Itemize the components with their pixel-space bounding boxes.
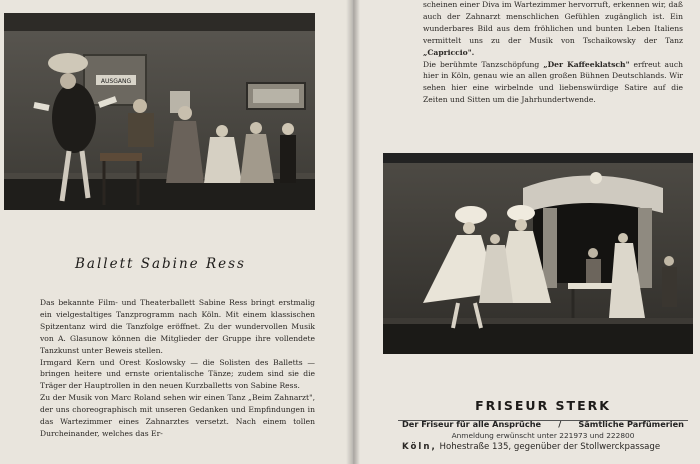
- right-paragraph-1-text: scheinen einer Diva im Wartezimmer hervorruft, erkennen wir, daß auch der Zahnarzt menschlichen Gefühlen zugänglich ist. Ein wunderbares Bild aus dem fröhlichen und bunten Leben Italiens vermittelt uns zu der Musik von Tschaikowsky der Tanz: [423, 0, 683, 45]
- ad-tagline-left: Der Friseur für alle Ansprüche: [402, 419, 542, 429]
- ad-address-line: [398, 442, 688, 452]
- ballet-title: Ballett Sabine Ress: [75, 256, 246, 272]
- page-gutter: [346, 0, 360, 464]
- right-paragraph-1: [423, 0, 683, 59]
- kaffeeklatsch-stage-photo: [383, 153, 693, 354]
- ad-title: FRISEUR STERK: [475, 398, 611, 413]
- capriccio-title: „Capriccio".: [423, 47, 475, 57]
- ballet-stage-photo: [4, 13, 315, 210]
- ad-city: Köln,: [402, 442, 437, 452]
- left-paragraph-2: Irmgard Kern und Orest Koslowsky — die Solisten des Balletts — bringen heitere und ernste orientalische Tänze; zudem sind sie die Träger der Hauptrollen in den neuen Kurzballetts von Sabine Ress.: [40, 357, 315, 391]
- ad-address: Hohestraße 135, gegenüber der Stollwerckpassage: [439, 442, 661, 452]
- ad-appointment: Anmeldung erwünscht unter 221973 und 222800: [451, 431, 635, 440]
- ad-tagline-right: Sämtliche Parfümerien: [578, 419, 684, 429]
- ad-tagline-separator: /: [558, 419, 562, 429]
- friseur-advertisement: [398, 398, 688, 464]
- right-paragraph-2: [423, 59, 683, 107]
- kaffeeklatsch-title: „Der Kaffeeklatsch": [543, 59, 630, 69]
- left-paragraph-1: Das bekannte Film- und Theaterballett Sabine Ress bringt erstmalig ein vielgestaltiges Tanzprogramm nach Köln. Mit einem klassischen Spitzentanz wird die Tanzfolge eröffnet. Zu der wundervollen Musik von A. Glasunow können die Mitglieder der Gruppe ihre vollendete Tanzkunst unter Beweis stellen.: [40, 298, 315, 355]
- right-paragraph-2-rest: erfreut auch hier in Köln, genau wie an allen großen Bühnen Deutschlands. Wir sehen hier eine wirbelnde und liebenswürdige Satire auf die Zeiten und Sitten um die Jahrhundertwende.: [423, 59, 684, 105]
- right-body-text: [423, 0, 683, 106]
- left-body-text: [40, 297, 315, 440]
- ad-divider: [398, 420, 688, 421]
- stage-sign-text: AUSGANG: [100, 78, 132, 85]
- left-paragraph-3: Zu der Musik von Marc Roland sehen wir einen Tanz „Beim Zahnarzt", der uns choreographisch mit unseren Gedanken und Empfindungen in das Wartezimmer eines Zahnarztes versetzt. Nach einem tollen Durcheinander, welches das Er-: [40, 393, 315, 438]
- right-paragraph-2-start: Die berühmte Tanzschöpfung: [423, 59, 540, 69]
